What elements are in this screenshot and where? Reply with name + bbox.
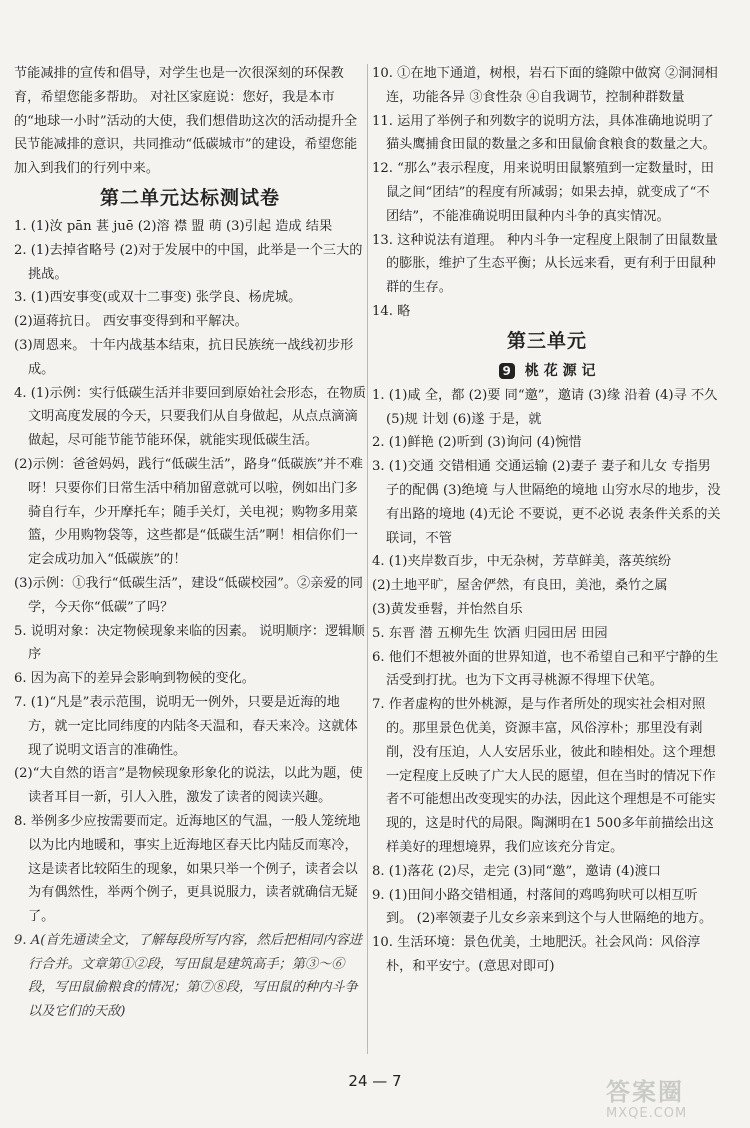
watermark-url: MXQE.COM [606,1106,688,1121]
left-column [14,62,366,1024]
answer-item: (2)逼蒋抗日。 西安事变得到和平解决。 [14,314,248,330]
answer-item: 7. 作者虚构的世外桃源，是与作者所处的现实社会相对照的。那里景色优美，资源丰富，风俗淳朴；那里没有剥削，没有压迫，人人安居乐业，彼此和睦相处。这个理想一定程度上反映了广大人民的愿望，但在当时的情况下作者不可能想出改变现实的办法，因此这个理想是不可能实现的，这是时代的局限。陶渊明在1 500多年前描绘出这样美好的理想境界，我们应该充分肯定。 [372,697,716,855]
answer-item: 3. (1)西安事变(或双十二事变) 张学良、杨虎城。 [14,290,302,306]
answer-item-9-note: 9. A(首先通读全文，了解每段所写内容，然后把相同内容进行合并。文章第①②段，写田鼠是建筑高手；第③～⑥段，写田鼠偷粮食的情况；第⑦⑧段，写田鼠的种内斗争以及它们的天敌) [14,932,362,1020]
answer-item: 7. (1)“凡是”表示范围，说明无一例外，只要是近海的地方，就一定比同纬度的内陆冬天温和，春天来冷。这就体现了说明文语言的准确性。 [14,694,358,758]
answer-item: 5. 东晋 潜 五柳先生 饮酒 归园田居 田园 [372,625,608,641]
answer-item: 1. (1)咸 全，都 (2)要 同“邀”，邀请 (3)缘 沿着 (4)寻 不久 (5)规 计划 (6)遂 于是，就 [372,387,718,427]
answer-item: 14. 略 [372,303,411,319]
answer-item: 13. 这种说法有道理。 种内斗争一定程度上限制了田鼠数量的膨胀，维护了生态平衡；从长远来看，更有利于田鼠种群的生存。 [372,232,718,296]
answer-item: 10. ①在地下通道，树根，岩石下面的缝隙中做窝 ②洞洞相连，功能各异 ③食性杂 ④自我调节，控制种群数量 [372,66,718,105]
answer-item: 4. (1)示例：实行低碳生活并非要回到原始社会形态，在物质文明高度发展的今天，只要我们从自身做起，从点点滴滴做起，尽可能节能节能环保，就能实现低碳生活。 [14,385,366,449]
column-divider [367,64,368,1054]
answer-item: 6. 他们不想被外面的世界知道，也不希望自己和平宁静的生活受到打扰。也为下文再寻桃源不得埋下伏笔。 [372,649,719,689]
lesson-number-badge: 9 [499,363,515,379]
answer-item: 4. (1)夹岸数百步，中无杂树，芳草鲜美，落英缤纷 [372,554,672,570]
lesson-title: 桃 花 源 记 [524,362,596,379]
answer-item: 2. (1)去掉省略号 (2)对于发展中的中国，此举是一个三大的挑战。 [14,242,363,282]
answer-item: (3)示例：①我行“低碳生活”，建设“低碳校园”。②亲爱的同学，今天你“低碳”了吗？ [14,575,363,615]
answer-item: (3)黄发垂髫，并怡然自乐 [372,601,523,617]
answer-item: 1. (1)汝 pān 葚 juē (2)溶 襟 盟 萌 (3)引起 造成 结果 [14,218,333,234]
answer-item: 2. (1)鲜艳 (2)听到 (3)询问 (4)惋惜 [372,435,582,451]
lesson-heading [372,358,722,384]
watermark-text: 答案圈 [606,1078,684,1106]
answer-item: 5. 说明对象：决定物候现象来临的因素。 说明顺序：逻辑顺序 [14,623,365,663]
answer-item: (2)“大自然的语言”是物候现象形象化的说法，以此为题，使读者耳目一新，引人入胜，激发了读者的阅读兴趣。 [14,766,363,806]
answer-item: (3)周恩来。 十年内战基本结束，抗日民族统一战线初步形成。 [14,337,354,377]
answer-item: 9. (1)田间小路交错相通，村落间的鸡鸣狗吠可以相互听到。 (2)率领妻子儿女乡亲来到这个与人世隔绝的地方。 [372,887,713,927]
answer-item: 8. 举例多少应按需要而定。近海地区的气温，一般人笼统地以为比内地暖和，事实上近海地区春天比内陆反而寒冷，这是读者比较陌生的现象，如果只举一个例子，读者会以为有偶然性，举两个例子，更具说服力，读者就确信无疑了。 [14,813,361,925]
answer-item: 11. 运用了举例子和列数字的说明方法，具体准确地说明了猫头鹰捕食田鼠的数量之多和田鼠偷食粮食的数量之大。 [372,113,716,153]
answer-item: 6. 因为高下的差异会影响到物候的变化。 [14,671,255,687]
intro-paragraph: 节能减排的宣传和倡导，对学生也是一次很深刻的环保教育，希望您能多帮助。 对社区家庭说：您好，我是本市的“地球一小时”活动的大使，我们想借助这次的活动提升全民节能减排的意识，共同推动“低碳城市”的建设，希望您能加入到我们的行列中来。 [14,66,358,177]
section-title-unit2-test: 第二单元达标测试卷 [99,186,280,209]
answer-item: 3. (1)交通 交错相通 交通运输 (2)妻子 妻子和儿女 专指男子的配偶 (3)绝境 与人世隔绝的境地 山穷水尽的地步，没有出路的境地 (4)无论 不要说，更不必说 表条件关系的关联词，不管 [372,459,721,546]
watermark-logo [606,1078,746,1126]
page-number: 24 — 7 [348,1072,402,1090]
right-column [372,62,722,979]
section-title-unit3: 第三单元 [506,329,587,352]
answer-item: (2)土地平旷，屋舍俨然，有良田，美池，桑竹之属 [372,578,668,594]
answer-item: 8. (1)落花 (2)尽，走完 (3)同“邀”，邀请 (4)渡口 [372,863,661,879]
answer-item: 10. 生活环境：景色优美，土地肥沃。社会风尚：风俗淳朴，和平安宁。(意思对即可) [372,935,701,974]
answer-item: 12. “那么”表示程度，用来说明田鼠繁殖到一定数量时，田鼠之间“团结”的程度有所减弱；如果去掉，就变成了“不团结”，不能准确说明田鼠种内斗争的真实情况。 [372,161,714,224]
answer-item: (2)示例：爸爸妈妈，践行“低碳生活”，路身“低碳族”并不难呀！只要你们日常生活中稍加留意就可以啦，例如出门多骑自行车，少开摩托车；随手关灯，关电视；购物多用菜篮，少用购物袋等，这些都是“低碳生活”啊！相信你们一定会成功加入“低碳族”的！ [14,456,363,568]
